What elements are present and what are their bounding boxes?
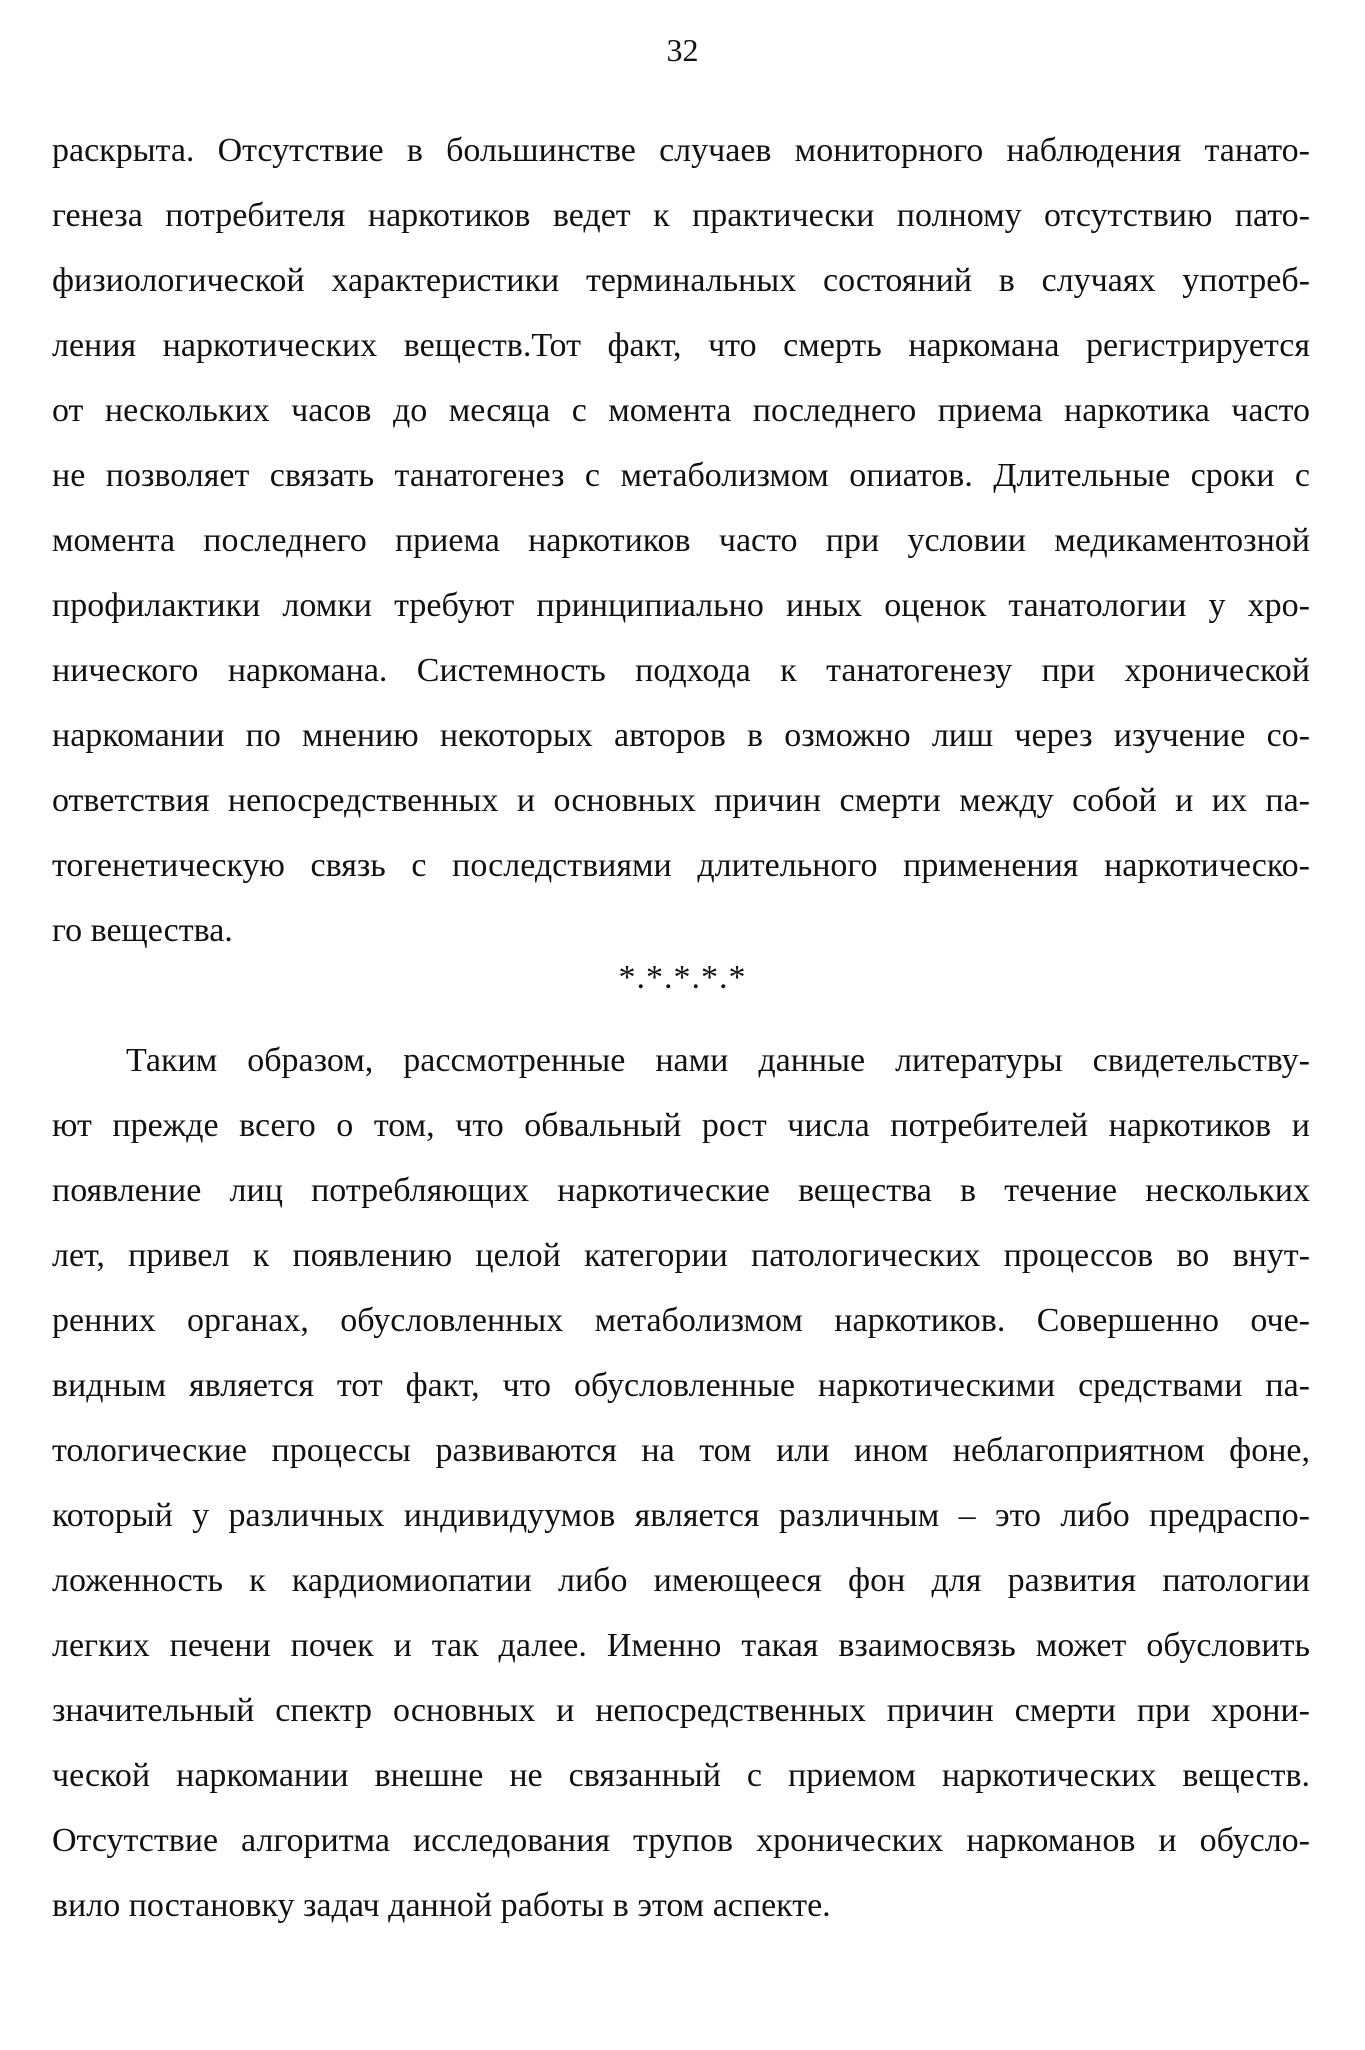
text-line: не позволяет связать танатогенез с метаболизмом опиатов. Длительные сроки с xyxy=(52,457,1310,494)
text-line: нического наркомана. Системность подхода к танатогенезу при хронической xyxy=(52,652,1310,689)
text-line: ложенность к кардиомиопатии либо имеющееся фон для развития патологии xyxy=(52,1562,1310,1599)
text-line: ответствия непосредственных и основных причин смерти между собой и их па- xyxy=(52,782,1310,819)
text-line: тологические процессы развиваются на том или ином неблагоприятном фоне, xyxy=(52,1432,1310,1469)
text-line: физиологической характеристики терминальных состояний в случаях употреб- xyxy=(52,262,1310,299)
text-line: ют прежде всего о том, что обвальный рост числа потребителей наркотиков и xyxy=(52,1107,1310,1144)
text-line: от нескольких часов до месяца с момента последнего приема наркотика часто xyxy=(52,392,1310,429)
text-line: го вещества. xyxy=(52,912,233,949)
text-line: момента последнего приема наркотиков часто при условии медикаментозной xyxy=(52,522,1310,559)
text-line: Таким образом, рассмотренные нами данные литературы свидетельству- xyxy=(126,1042,1310,1079)
paragraph-1 xyxy=(52,118,1310,963)
text-line: легких печени почек и так далее. Именно такая взаимосвязь может обусловить xyxy=(52,1627,1310,1664)
text-line: Отсутствие алгоритма исследования трупов хронических наркоманов и обусло- xyxy=(52,1822,1310,1859)
text-line: генеза потребителя наркотиков ведет к практически полному отсутствию пато- xyxy=(52,197,1310,234)
text-line: вило постановку задач данной работы в этом аспекте. xyxy=(52,1887,831,1924)
text-line: появление лиц потребляющих наркотические вещества в течение нескольких xyxy=(52,1172,1310,1209)
page-number: 32 xyxy=(666,32,699,68)
text-line: раскрыта. Отсутствие в большинстве случаев мониторного наблюдения танато- xyxy=(52,132,1310,169)
text-line: профилактики ломки требуют принципиально иных оценок танатологии у хро- xyxy=(52,587,1310,624)
text-line: ческой наркомании внешне не связанный с приемом наркотических веществ. xyxy=(52,1757,1310,1794)
text-line: видным является тот факт, что обусловленные наркотическими средствами па- xyxy=(52,1367,1310,1404)
text-line: лет, привел к появлению целой категории патологических процессов во внут- xyxy=(52,1237,1310,1274)
text-line: ренних органах, обусловленных метаболизмом наркотиков. Совершенно оче- xyxy=(52,1302,1310,1339)
section-separator: *.*.*.*.* xyxy=(618,959,747,996)
text-line: значительный спектр основных и непосредственных причин смерти при хрони- xyxy=(52,1692,1310,1729)
text-line: ления наркотических веществ.Тот факт, что смерть наркомана регистрируется xyxy=(52,327,1310,364)
text-line: который у различных индивидуумов является различным – это либо предраспо- xyxy=(52,1497,1310,1534)
paragraph-2 xyxy=(52,1028,1310,1938)
text-line: наркомании по мнению некоторых авторов в озможно лиш через изучение со- xyxy=(52,717,1310,754)
text-line: тогенетическую связь с последствиями длительного применения наркотическо- xyxy=(52,847,1310,884)
